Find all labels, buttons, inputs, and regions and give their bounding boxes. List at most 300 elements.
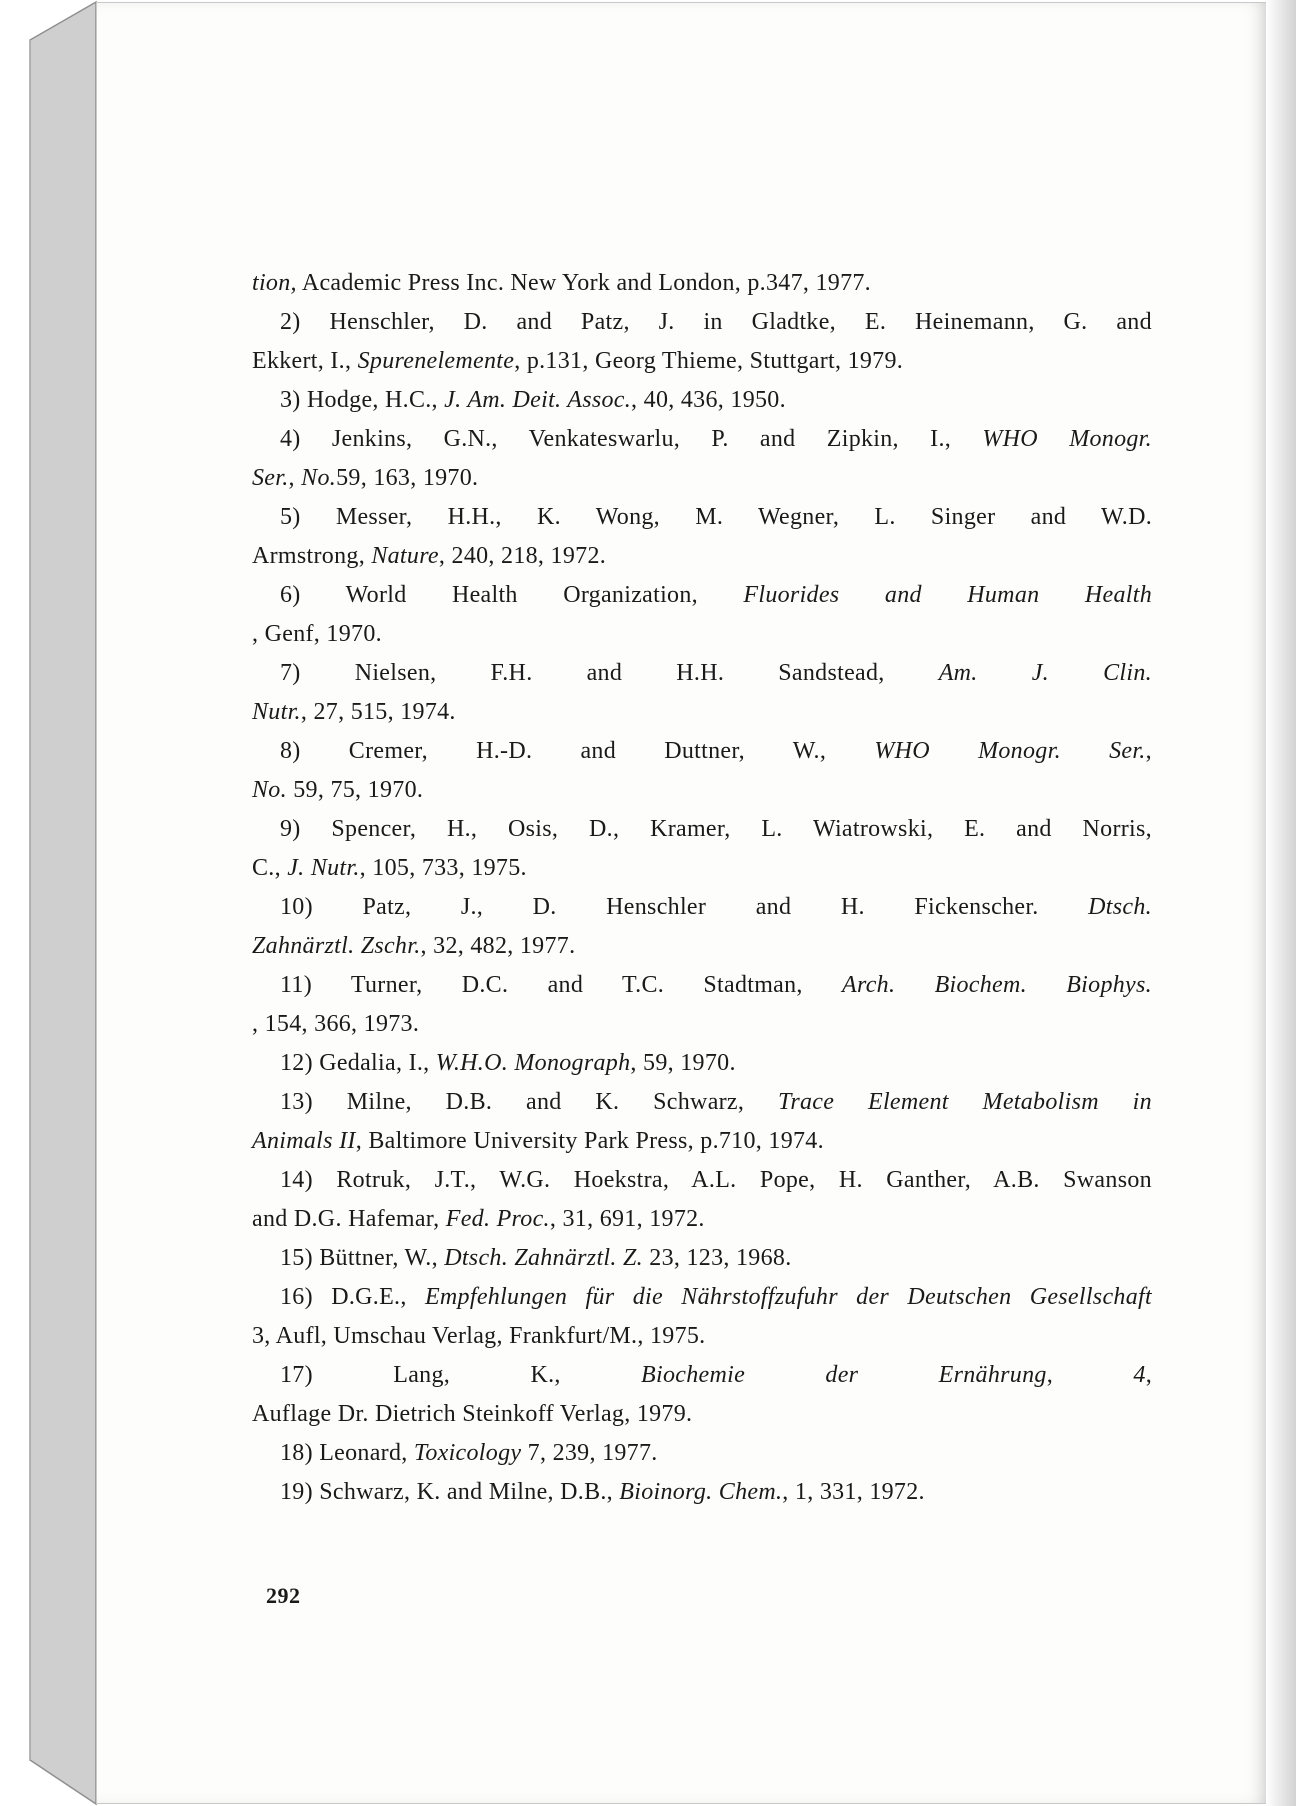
reference-italic-text: [1061, 738, 1109, 764]
reference-text: 123,: [686, 1245, 730, 1271]
reference-italic-text: [614, 1284, 632, 1310]
reference-italic-text: 4: [1133, 1362, 1146, 1388]
reference-text: ,: [630, 1050, 637, 1076]
reference-italic-text: Zschr.: [360, 933, 421, 959]
reference-text: [885, 660, 939, 686]
reference-text: H.C.,: [385, 387, 438, 413]
book-spine: [0, 0, 100, 1806]
reference-text: [477, 816, 508, 842]
reference-text: [583, 972, 622, 998]
reference-text: D.C.: [461, 972, 509, 998]
reference-text: p.710,: [700, 1128, 763, 1154]
reference-text: [675, 309, 704, 335]
reference-line: [252, 1083, 1152, 1122]
reference-italic-text: Bioinorg.: [619, 1479, 713, 1505]
reference-text: [1035, 309, 1064, 335]
reference-text: [518, 582, 563, 608]
reference-italic-text: Fluorides: [743, 582, 840, 608]
reference-text: Nielsen,: [354, 660, 437, 686]
reference-text: [301, 816, 332, 842]
reference-text: [826, 738, 874, 764]
reference-text: [745, 738, 793, 764]
reference-text: p.131,: [526, 348, 589, 374]
reference-italic-text: Biochem.: [934, 972, 1027, 998]
reference-text: D.: [532, 894, 557, 920]
reference-text: Hoekstra,: [573, 1167, 670, 1193]
reference-text: ,: [631, 387, 638, 413]
reference-text: [803, 972, 842, 998]
reference-text: Büttner,: [319, 1245, 399, 1271]
reference-text: [698, 582, 743, 608]
reference-text: 3,: [252, 1323, 271, 1349]
reference-text: [476, 1167, 499, 1193]
reference-italic-text: Nature: [371, 543, 439, 569]
reference-text: 1,: [794, 1479, 814, 1505]
reference-text: Frankfurt/M.,: [509, 1323, 644, 1349]
reference-italic-text: J.: [444, 387, 462, 413]
reference-text: J.: [658, 309, 675, 335]
reference-italic-text: [1038, 426, 1069, 452]
book-spine-shape: [0, 0, 100, 1806]
reference-text: 27,: [313, 699, 345, 725]
reference-text: W.,: [792, 738, 827, 764]
reference-line: [252, 654, 1152, 693]
reference-text: Stadtman,: [703, 972, 803, 998]
reference-text: Health: [451, 582, 518, 608]
reference-text: and: [759, 426, 796, 452]
reference-number: 11): [280, 972, 313, 998]
reference-text: Ganther,: [886, 1167, 972, 1193]
reference-text: [533, 660, 587, 686]
reference-text: H.-D.: [476, 738, 533, 764]
reference-italic-text: Z.: [623, 1245, 643, 1271]
reference-text: Wegner,: [757, 504, 840, 530]
reference-text: 691,: [599, 1206, 643, 1232]
reference-text: H.: [840, 894, 865, 920]
reference-text: [616, 738, 664, 764]
reference-italic-text: [858, 1362, 938, 1388]
reference-text: Patz,: [362, 894, 412, 920]
reference-text: [557, 894, 607, 920]
reference-italic-text: Zahnärztl.: [252, 933, 355, 959]
reference-number: 4): [280, 426, 301, 452]
reference-italic-text: Ser.: [252, 465, 289, 491]
reference-italic-text: Animals: [252, 1128, 333, 1154]
reference-text: H.H.,: [447, 504, 502, 530]
reference-line: [252, 1395, 1152, 1434]
reference-text: [723, 504, 758, 530]
reference-text: 1974.: [768, 1128, 824, 1154]
reference-text: Milne,: [488, 1479, 554, 1505]
reference-text: and: [586, 660, 623, 686]
reference-text: and: [516, 309, 553, 335]
reference-text: 240,: [451, 543, 495, 569]
reference-italic-text: II: [339, 1128, 356, 1154]
reference-text: 1972.: [550, 543, 607, 569]
reference-italic-text: Deit.: [512, 387, 562, 413]
reference-text: Fickenscher.: [914, 894, 1039, 920]
reference-line: [252, 966, 1152, 1005]
reference-text: World: [345, 582, 407, 608]
reference-text: Singer: [930, 504, 996, 530]
reference-number: 17): [280, 1362, 313, 1388]
reference-text: Spencer,: [331, 816, 417, 842]
reference-line: [252, 927, 1152, 966]
reference-line: [252, 615, 1152, 654]
reference-text: D.: [463, 309, 488, 335]
reference-text: Schwarz,: [653, 1089, 745, 1115]
reference-text: ,: [1145, 1362, 1152, 1388]
reference-text: 515,: [350, 699, 394, 725]
reference-text: I.,: [330, 348, 352, 374]
reference-italic-text: Spurenelemente: [357, 348, 515, 374]
reference-text: and: [755, 894, 792, 920]
reference-text: Hodge,: [306, 387, 379, 413]
reference-italic-text: Trace: [778, 1089, 835, 1115]
reference-number: 18): [280, 1440, 313, 1466]
reference-text: Dietrich: [374, 1401, 456, 1427]
reference-text: [407, 1284, 425, 1310]
reference-text: K.: [416, 1479, 441, 1505]
reference-line: [252, 498, 1152, 537]
reference-text: [839, 504, 874, 530]
reference-text: in: [703, 309, 723, 335]
reference-italic-text: Nährstoffzufuhr: [681, 1284, 838, 1310]
reference-number: 3): [280, 387, 301, 413]
reference-text: 1975.: [649, 1323, 706, 1349]
reference-italic-text: [839, 582, 884, 608]
reference-text: 59,: [643, 1050, 674, 1076]
reference-italic-text: Zahnärztl.: [514, 1245, 617, 1271]
reference-text: D.B.,: [560, 1479, 613, 1505]
reference-entries: [252, 303, 1152, 1512]
reference-text: [558, 816, 589, 842]
page-edge-shadow: [1266, 0, 1296, 1806]
continuation-title: tion,: [252, 270, 297, 296]
reference-text: Steinkoff: [462, 1401, 554, 1427]
reference-text: [411, 894, 461, 920]
reference-italic-text: [930, 738, 978, 764]
reference-text: Verlag,: [432, 1323, 503, 1349]
reference-italic-text: in: [1132, 1089, 1152, 1115]
reference-line: [252, 303, 1152, 342]
continuation-text: Academic Press Inc. New York and London, p.347, 1977.: [296, 270, 871, 296]
reference-text: [561, 1362, 641, 1388]
reference-text: [896, 504, 931, 530]
reference-line: [252, 420, 1152, 459]
reference-text: Rotruk,: [336, 1167, 412, 1193]
reference-line: [252, 342, 1152, 381]
reference-text: [312, 972, 351, 998]
reference-number: 7): [280, 660, 301, 686]
reference-line: [252, 1473, 1152, 1512]
reference-text: D.G.: [293, 1206, 342, 1232]
reference-text: [723, 309, 752, 335]
reference-line: [252, 381, 1152, 420]
reference-italic-text: Empfehlungen: [424, 1284, 568, 1310]
reference-text: 366,: [314, 1011, 358, 1037]
reference-line: [252, 537, 1152, 576]
reference-text: Pope,: [759, 1167, 816, 1193]
reference-text: [619, 1089, 653, 1115]
reference-text: Lang,: [393, 1362, 451, 1388]
reference-text: [412, 1089, 446, 1115]
reference-text: [301, 504, 336, 530]
reference-italic-text: [895, 972, 934, 998]
reference-number: 10): [280, 894, 313, 920]
reference-text: 32,: [433, 933, 465, 959]
reference-text: Zipkin,: [826, 426, 899, 452]
reference-text: [886, 309, 915, 335]
reference-line: [252, 1317, 1152, 1356]
reference-text: 482,: [470, 933, 514, 959]
reference-text: ,: [420, 933, 427, 959]
reference-line: [252, 849, 1152, 888]
reference-text: 23,: [649, 1245, 681, 1271]
reference-text: Heinemann,: [915, 309, 1035, 335]
reference-text: L.: [761, 816, 783, 842]
reference-text: 436,: [680, 387, 725, 413]
reference-line: [252, 1278, 1152, 1317]
reference-line: [252, 732, 1152, 771]
reference-text: [422, 972, 461, 998]
reference-text: A.B.: [993, 1167, 1040, 1193]
reference-text: [508, 972, 547, 998]
reference-text: L.: [874, 504, 896, 530]
reference-line: [252, 1122, 1152, 1161]
reference-text: [971, 1167, 993, 1193]
reference-italic-text: [1099, 1089, 1133, 1115]
reference-text: Umschau: [333, 1323, 427, 1349]
reference-text: Gedalia,: [319, 1050, 403, 1076]
reference-text: C.,: [252, 855, 281, 881]
reference-text: [313, 1284, 331, 1310]
reference-text: [436, 660, 490, 686]
reference-italic-text: die: [632, 1284, 663, 1310]
reference-text: [664, 972, 703, 998]
reference-number: 6): [280, 582, 301, 608]
reference-italic-text: [922, 582, 967, 608]
reference-text: [680, 426, 711, 452]
reference-text: [791, 894, 841, 920]
reference-number: 19): [280, 1479, 313, 1505]
reference-text: G.: [1063, 309, 1088, 335]
reference-text: [865, 894, 915, 920]
reference-italic-text: J.: [287, 855, 305, 881]
reference-text: 1972.: [869, 1479, 925, 1505]
reference-text: 105,: [372, 855, 416, 881]
reference-italic-text: [663, 1284, 681, 1310]
reference-text: 1977.: [519, 933, 576, 959]
reference-italic-text: Proc.: [496, 1206, 550, 1232]
reference-text: ,: [355, 1128, 362, 1154]
reference-text: [1066, 504, 1101, 530]
reference-text: 218,: [501, 543, 545, 569]
reference-text: ,: [252, 621, 259, 647]
reference-line: [252, 1434, 1152, 1473]
reference-italic-text: [1011, 1284, 1029, 1310]
reference-text: ,: [1145, 738, 1152, 764]
reference-number: 15): [280, 1245, 313, 1271]
reference-italic-text: Biochemie: [641, 1362, 746, 1388]
reference-text: [532, 738, 580, 764]
reference-italic-text: Monograph: [514, 1050, 631, 1076]
reference-italic-text: No.: [252, 777, 287, 803]
reference-text: and: [526, 1089, 562, 1115]
reference-text: D.G.E.,: [331, 1284, 407, 1310]
reference-text: [416, 816, 447, 842]
reference-text: [313, 1167, 336, 1193]
reference-text: ,: [359, 855, 366, 881]
reference-text: [412, 426, 443, 452]
reference-italic-text: Am.: [938, 660, 978, 686]
reference-italic-text: Toxicology: [413, 1440, 522, 1466]
reference-text: Georg: [594, 348, 656, 374]
reference-text: [724, 660, 778, 686]
reference-text: 1975.: [471, 855, 527, 881]
reference-text: [951, 426, 982, 452]
reference-text: [1039, 894, 1089, 920]
reference-text: ,: [514, 348, 521, 374]
reference-text: J.,: [460, 894, 484, 920]
reference-italic-text: Monogr.: [978, 738, 1061, 764]
reference-text: [783, 816, 813, 842]
reference-text: [731, 816, 762, 842]
reference-text: [985, 816, 1016, 842]
reference-text: K.: [536, 504, 561, 530]
reference-text: W.D.: [1101, 504, 1152, 530]
reference-text: J.T.,: [434, 1167, 477, 1193]
reference-text: Dr.: [337, 1401, 369, 1427]
reference-text: 59,: [336, 465, 367, 491]
reference-text: Wiatrowski,: [812, 816, 934, 842]
reference-italic-text: Am.: [467, 387, 507, 413]
reference-text: H.: [838, 1167, 863, 1193]
reference-text: I.,: [408, 1050, 430, 1076]
reference-text: [669, 1167, 691, 1193]
reference-italic-text: [834, 1089, 868, 1115]
reference-text: Park: [583, 1128, 630, 1154]
reference-text: Auflage: [252, 1401, 332, 1427]
reference-number: 9): [280, 816, 301, 842]
reference-text: T.C.: [622, 972, 665, 998]
reference-text: and: [252, 1206, 288, 1232]
reference-line: [252, 888, 1152, 927]
reference-text: 239,: [552, 1440, 596, 1466]
reference-text: Leonard,: [319, 1440, 408, 1466]
reference-text: [836, 309, 865, 335]
reference-number: 5): [280, 504, 301, 530]
reference-text: ,: [300, 699, 308, 725]
reference-text: Messer,: [335, 504, 413, 530]
reference-text: Genf,: [264, 621, 321, 647]
reference-text: [1087, 309, 1116, 335]
reference-italic-text: Gesellschaft: [1029, 1284, 1152, 1310]
reference-number: 13): [280, 1089, 313, 1115]
reference-text: Kramer,: [650, 816, 731, 842]
reference-italic-text: Fed.: [445, 1206, 491, 1232]
reference-text: [899, 426, 930, 452]
reference-text: [552, 309, 581, 335]
reference-text: [561, 504, 596, 530]
reference-line: [252, 1239, 1152, 1278]
reference-text: [630, 309, 659, 335]
reference-text: 1972.: [649, 1206, 705, 1232]
reference-text: Organization,: [563, 582, 698, 608]
reference-text: H.,: [446, 816, 478, 842]
reference-italic-text: Human: [967, 582, 1040, 608]
reference-text: [995, 504, 1030, 530]
reference-text: Duttner,: [664, 738, 745, 764]
reference-text: Aufl,: [275, 1323, 328, 1349]
reference-text: 1973.: [363, 1011, 420, 1037]
reference-text: and: [446, 1479, 483, 1505]
reference-line: [252, 810, 1152, 849]
reference-text: Stuttgart,: [749, 348, 842, 374]
reference-text: [660, 504, 695, 530]
reference-italic-text: Dtsch.: [444, 1245, 508, 1271]
reference-text: ,: [252, 1011, 259, 1037]
reference-number: 8): [280, 738, 301, 764]
reference-text: [744, 1089, 778, 1115]
reference-italic-text: Element: [867, 1089, 949, 1115]
reference-italic-text: and: [884, 582, 922, 608]
reference-text: Gladtke,: [751, 309, 836, 335]
reference-text: [483, 894, 533, 920]
reference-text: 733,: [421, 855, 466, 881]
reference-text: [1052, 816, 1083, 842]
reference-text: [407, 582, 452, 608]
reference-text: 1979.: [636, 1401, 693, 1427]
reference-text: Thieme,: [661, 348, 744, 374]
reference-text: Hafemar,: [348, 1206, 440, 1232]
reference-italic-text: [1027, 972, 1066, 998]
reference-text: 163,: [373, 465, 417, 491]
reference-line: [252, 459, 1152, 498]
reference-text: I.,: [930, 426, 952, 452]
reference-text: ,: [782, 1479, 789, 1505]
reference-text: Milne,: [346, 1089, 412, 1115]
reference-text: 1970.: [326, 621, 382, 647]
reference-text: 1974.: [400, 699, 456, 725]
reference-text: Norris,: [1082, 816, 1152, 842]
reference-italic-text: für: [585, 1284, 615, 1310]
reference-text: Venkateswarlu,: [528, 426, 681, 452]
reference-text: Ekkert,: [252, 348, 325, 374]
reference-text: Patz,: [580, 309, 630, 335]
reference-text: 331,: [819, 1479, 864, 1505]
reference-text: [428, 738, 476, 764]
reference-text: [1040, 1167, 1063, 1193]
reference-italic-text: der: [825, 1362, 859, 1388]
reference-text: Osis,: [508, 816, 559, 842]
reference-text: University: [473, 1128, 578, 1154]
reference-italic-text: W.H.O.: [435, 1050, 509, 1076]
reference-text: [502, 504, 537, 530]
reference-italic-text: [1049, 660, 1103, 686]
reference-text: [301, 738, 349, 764]
reference-text: [815, 1167, 838, 1193]
reference-text: and: [547, 972, 584, 998]
reference-text: Verlag,: [559, 1401, 631, 1427]
reference-text: [412, 504, 447, 530]
reference-text: Armstrong,: [252, 543, 365, 569]
reference-text: G.N.,: [443, 426, 498, 452]
reference-text: W.G.: [499, 1167, 551, 1193]
reference-italic-text: Clin.: [1103, 660, 1152, 686]
reference-italic-text: [1039, 582, 1084, 608]
reference-text: Sandstead,: [778, 660, 885, 686]
